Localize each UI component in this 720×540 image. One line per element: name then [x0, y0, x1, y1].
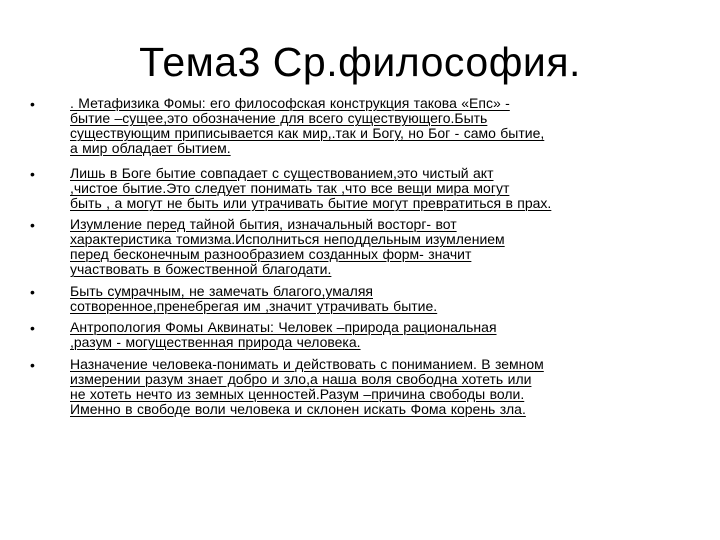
bullet-item: [30, 357, 700, 417]
bullet-icon: •: [30, 320, 35, 336]
bullet-list: [30, 96, 700, 417]
bullet-item: [30, 320, 700, 350]
bullet-item: [30, 166, 700, 211]
bullet-item: [30, 217, 700, 277]
bullet-item: [30, 96, 700, 156]
bullet-text: Лишь в Боге бытие совпадает с существованием,это чистый акт ,чистое бытие.Это следует понимать так ,что все вещи мира могут быть , а могут не быть или утрачивать бытие могут превратиться в прах.: [70, 165, 552, 211]
bullet-icon: •: [30, 166, 35, 182]
bullet-text: Быть сумрачным, не замечать благого,умаляя сотворенное,пренебрегая им ,значит утрачивать бытие.: [70, 283, 438, 314]
bullet-icon: •: [30, 357, 35, 373]
bullet-icon: •: [30, 217, 35, 233]
slide-title: Тема3 Ср.философия.: [139, 39, 581, 85]
bullet-icon: •: [30, 284, 35, 300]
bullet-text: . Метафизика Фомы: его философская конструкция такова «Епс» - бытие –сущее,это обозначение для всего существующего.Быть существующим приписывается как мир,.так и Богу, но Бог - само бытие, а мир обладает бытием.: [70, 95, 545, 156]
bullet-text: Изумление перед тайной бытия, изначальный восторг- вот характеристика томизма.Исполниться неподдельным изумлением перед бесконечным разнообразием созданных форм- значит участвовать в божественной благодати.: [70, 216, 505, 277]
bullet-icon: •: [30, 96, 35, 112]
bullet-text: Назначение человека-понимать и действовать с пониманием. В земном измерении разум знает добро и зло,а наша воля свободна хотеть или не хотеть нечто из земных ценностей.Разум –причина свободы воли. Именно в свободе воли человека и склонен искать Фома корень зла.: [70, 356, 544, 417]
bullet-item: [30, 284, 700, 314]
bullet-text: Антропология Фомы Аквинаты: Человек –природа рациональная ,разум - могущественная природа человека.: [70, 319, 497, 350]
